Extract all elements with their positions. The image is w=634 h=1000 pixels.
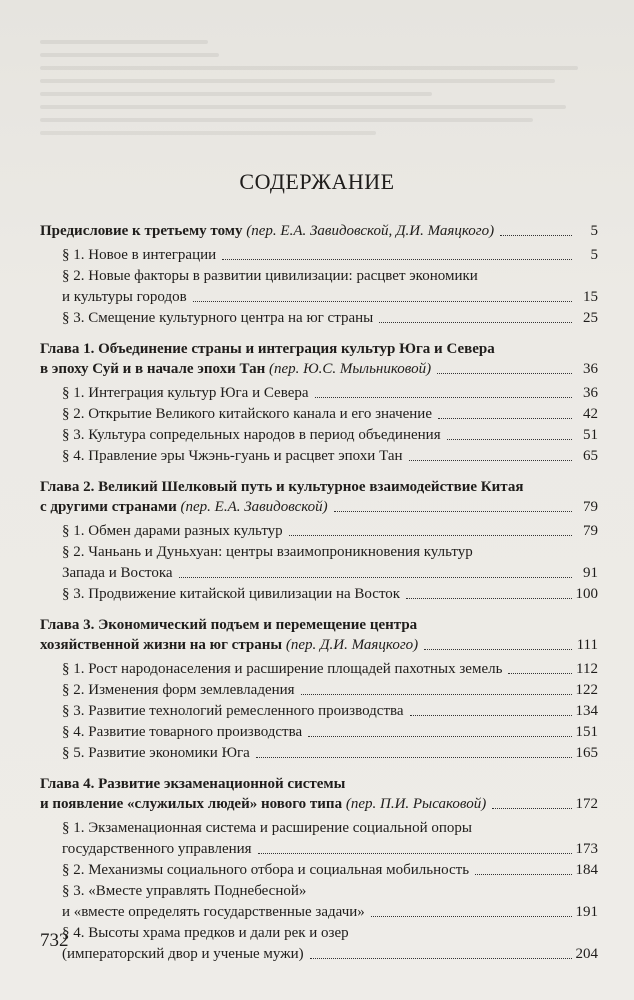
section-entry [62,743,598,763]
section-list [40,245,598,328]
section-entry [62,542,598,583]
chapter-heading-line [40,477,598,497]
section-line [62,287,598,307]
section-title: государственного управления [62,841,252,857]
section-line [62,446,598,466]
chapter-title: Глава 3. Экономический подъем и перемещение центра [40,617,418,633]
section-title: § 1. Обмен дарами разных культур [62,523,283,539]
translator-credit: (пер. Е.А. Завидовской, Д.И. Маяцкого) [242,223,495,239]
chapter-heading-text [40,339,495,359]
section-line [62,902,598,922]
section-entry [62,860,598,880]
section-list [40,659,598,763]
chapter-heading-line [40,339,598,359]
section-title: § 2. Механизмы социального отбора и социальная мобильность [62,862,470,878]
chapter-title: в эпоху Суй и в начале эпохи Тан [40,361,266,377]
section-title: § 2. Изменения форм землевладения [62,682,295,698]
section-line [62,818,598,838]
section-title: (императорский двор и ученые мужи) [62,946,304,962]
page-ref: 100 [575,586,598,602]
translator-credit: (пер. Е.А. Завидовской) [176,499,328,515]
translator-credit: (пер. Ю.С. Мыльниковой) [265,361,432,377]
dot-leader [475,873,571,875]
dot-leader [379,321,572,323]
section-line [62,923,598,943]
dot-leader [447,438,572,440]
section-line [62,266,598,286]
section-line [62,425,598,445]
section-title: и «вместе определять государственные задачи» [62,904,365,920]
page-ref: 112 [576,661,598,677]
section-title: § 1. Интеграция культур Юга и Севера [62,385,309,401]
section-line [62,860,598,880]
section-line [62,659,598,679]
chapter-heading-text [40,794,486,814]
dot-leader [492,807,571,809]
section-title: § 4. Правление эры Чжэнь-гуань и расцвет эпохи Тан [62,448,403,464]
page-ref: 173 [575,841,598,857]
chapter-heading-line [40,615,598,635]
page-ref: 134 [575,703,598,719]
chapter-title: Глава 4. Развитие экзаменационной системы [40,776,346,792]
section-title: § 5. Развитие экономики Юга [62,745,250,761]
section-line [62,563,598,583]
section-line [62,881,598,901]
section-line [62,701,598,721]
dot-leader [371,915,572,917]
page-title: СОДЕРЖАНИЕ [239,169,395,194]
page-ref: 184 [575,862,598,878]
section-entry [62,680,598,700]
page-ref: 151 [575,724,598,740]
section-entry [62,308,598,328]
page-ref: 36 [583,385,598,401]
dot-leader [406,597,571,599]
section-title: § 3. Продвижение китайской цивилизации на Восток [62,586,401,602]
section-line [62,944,598,964]
chapter-heading-line [40,635,598,655]
chapter-heading-text [40,477,523,497]
section-title: § 1. Рост народонаселения и расширение площадей пахотных земель [62,661,503,677]
chapter-title: Глава 1. Объединение страны и интеграция культур Юга и Севера [40,341,495,357]
section-entry [62,923,598,964]
dot-leader [424,648,572,650]
section-line [62,404,598,424]
section-title: § 1. Новое в интеграции [62,247,217,263]
chapter-title: и появление «служилых людей» нового типа [40,796,343,812]
page-ref: 122 [575,682,598,698]
section-list [40,383,598,466]
chapter-heading-text [40,359,431,379]
page-ref: 165 [575,745,598,761]
page-ref: 79 [583,499,598,515]
chapter-heading-line [40,794,598,814]
page-ref: 51 [583,427,598,443]
dot-leader [258,852,572,854]
chapter-heading-line [40,774,598,794]
dot-leader [438,417,572,419]
page-ref: 91 [583,565,598,581]
chapter-title: с другими странами [40,499,177,515]
section-title: § 3. Развитие технологий ремесленного производства [62,703,404,719]
section-entry [62,701,598,721]
page-number: 732 [40,930,69,951]
section-line [62,245,598,265]
section-line [62,722,598,742]
section-entry [62,881,598,922]
section-entry [62,425,598,445]
dot-leader [409,459,572,461]
chapter-heading-text [40,774,345,794]
section-entry [62,659,598,679]
page-ref: 65 [583,448,598,464]
page-ref: 36 [583,361,598,377]
section-entry [62,383,598,403]
section-title: и культуры городов [62,289,187,305]
dot-leader [315,396,572,398]
section-line [62,584,598,604]
dot-leader [256,756,572,758]
section-title: § 2. Новые факторы в развитии цивилизации: расцвет экономики [62,268,478,284]
section-title: § 1. Экзаменационная система и расширение социальной опоры [62,820,472,836]
dot-leader [222,258,572,260]
toc-chapter [40,615,598,763]
chapter-title: хозяйственной жизни на юг страны [40,637,283,653]
section-title: § 2. Чаньань и Дуньхуан: центры взаимопроникновения культур [62,544,473,560]
toc-chapter [40,774,598,964]
section-entry [62,722,598,742]
section-list [40,521,598,604]
section-line [62,542,598,562]
page-ref: 5 [590,223,598,239]
chapter-title: Предисловие к третьему тому [40,223,243,239]
chapter-heading-text [40,615,417,635]
translator-credit: (пер. Д.И. Маяцкого) [282,637,419,653]
page-ref: 5 [590,247,598,263]
dot-leader [508,672,572,674]
section-title: § 3. Смещение культурного центра на юг страны [62,310,374,326]
dot-leader [437,372,572,374]
page-ref: 15 [583,289,598,305]
section-title: § 4. Высоты храма предков и дали рек и озер [62,925,349,941]
toc-chapter [40,477,598,604]
dot-leader [289,534,572,536]
page-ref: 204 [575,946,598,962]
section-line [62,308,598,328]
section-line [62,383,598,403]
section-title: § 2. Открытие Великого китайского канала и его значение [62,406,432,422]
chapter-heading-text [40,221,494,241]
page-ref: 42 [583,406,598,422]
chapter-heading-text [40,497,328,517]
page-ref: 191 [575,904,598,920]
section-entry [62,818,598,859]
section-title: § 3. Культура сопредельных народов в период объединения [62,427,441,443]
section-line [62,521,598,541]
dot-leader [500,234,572,236]
section-line [62,743,598,763]
toc-chapter [40,339,598,466]
section-entry [62,584,598,604]
section-line [62,839,598,859]
dot-leader [310,957,572,959]
chapter-heading-line [40,497,598,517]
page-ref: 79 [583,523,598,539]
dot-leader [193,300,572,302]
section-entry [62,245,598,265]
section-title: § 4. Развитие товарного производства [62,724,303,740]
chapter-heading-line [40,359,598,379]
dot-leader [308,735,571,737]
chapter-heading-text [40,635,418,655]
dot-leader [334,510,572,512]
page-ref: 111 [576,637,598,653]
chapter-heading-line [40,221,598,241]
section-entry [62,446,598,466]
page-ref: 25 [583,310,598,326]
page-ref: 172 [575,796,598,812]
chapter-title: Глава 2. Великий Шелковый путь и культурное взаимодействие Китая [40,479,524,495]
section-title: Запада и Востока [62,565,173,581]
table-of-contents [40,221,598,975]
section-entry [62,404,598,424]
translator-credit: (пер. П.И. Рысаковой) [342,796,487,812]
show-through-text [40,40,600,170]
section-title: § 3. «Вместе управлять Поднебесной» [62,883,307,899]
dot-leader [301,693,572,695]
section-line [62,680,598,700]
section-entry [62,266,598,307]
dot-leader [179,576,572,578]
section-list [40,818,598,964]
section-entry [62,521,598,541]
dot-leader [410,714,572,716]
toc-chapter [40,221,598,328]
